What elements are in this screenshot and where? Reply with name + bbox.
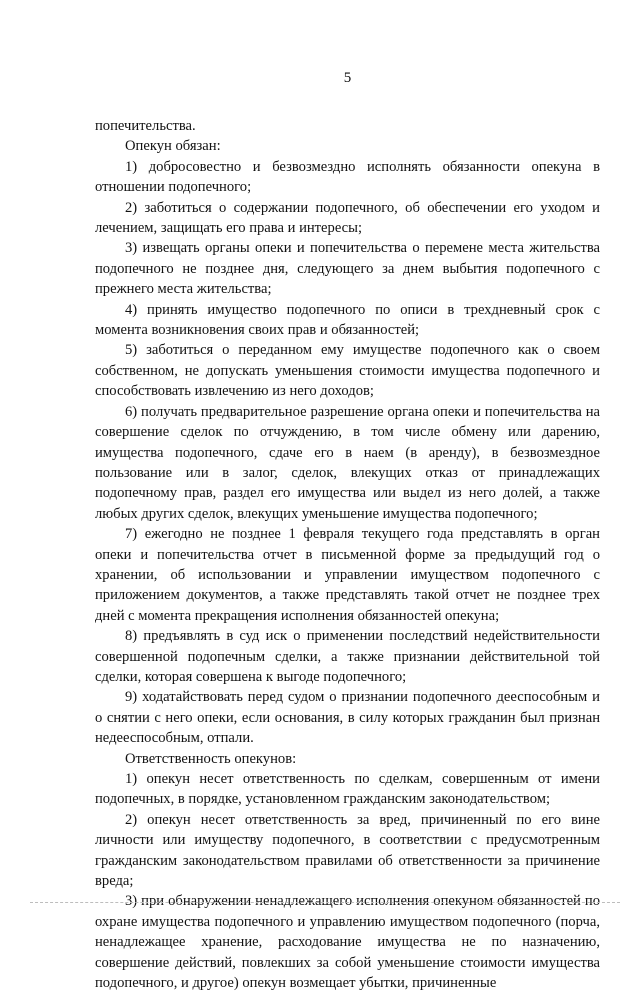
duty-item-3: 3) извещать органы опеки и попечительства о перемене места жительства подопечного не позднее дня, следующего за днем выбытия подопечного с прежнего места жительства;: [95, 240, 600, 298]
liability-item-3: 3) при обнаружении ненадлежащего исполнения опекуном обязанностей по охране имущества подопечного и управлению имуществом подопечного (порча, ненадлежащее хранение, расходование имущества не по назначению, совершение действий, повлекших за собой уменьшение стоимости имущества подопечного, и другое) опекун возмещает убытки, причиненные: [95, 893, 600, 992]
duty-item-8: 8) предъявлять в суд иск о применении последствий недействительности совершенной подопечным сделки, а также признании действительной той сделки, которая совершена к выгоде подопечного;: [95, 628, 600, 685]
duty-item-4: 4) принять имущество подопечного по описи в трехдневный срок с момента возникновения своих прав и обязанностей;: [95, 301, 600, 339]
liability-item-1: 1) опекун несет ответственность по сделкам, совершенным от имени подопечных, в порядке, установленном гражданским законодательством;: [95, 771, 600, 808]
document-body: [95, 116, 600, 993]
duty-item-9: 9) ходатайствовать перед судом о признании подопечного дееспособным и о снятии с него опеки, если основания, в силу которых гражданин был признан недееспособным, отпали.: [95, 689, 600, 747]
paragraph-liability-heading: Ответственность опекунов:: [125, 750, 297, 767]
duty-item-6: 6) получать предварительное разрешение органа опеки и попечительства на совершение сделок по отчуждению, в том числе обмену или дарению, имущества подопечного, сдаче его в наем (в аренду), в безвозмездное пользование или в залог, сделок, влекущих отказ от принадлежащих подопечному прав, раздел его имущества или выдел из него долей, а также любых других сделок, влекущих уменьшение имущества подопечного;: [95, 403, 600, 522]
page-number: 5: [343, 70, 352, 86]
duty-item-1: 1) добросовестно и безвозмездно исполнять обязанности опекуна в отношении подопечного;: [95, 158, 600, 196]
duty-item-5: 5) заботиться о переданном ему имуществе подопечного как о своем собственном, не допускать уменьшения стоимости имущества подопечного и способствовать извлечению из него доходов;: [95, 342, 600, 400]
liability-item-2: 2) опекун несет ответственность за вред, причиненный по его вине личности или имуществу подопечного, в соответствии с предусмотренным гражданским законодательством правилами об ответственности за причинение вреда;: [95, 811, 600, 890]
scan-edge-line: [30, 902, 620, 903]
duty-item-2: 2) заботиться о содержании подопечного, об обеспечении его уходом и лечением, защищать его права и интересы;: [95, 199, 600, 237]
paragraph-continuation: попечительства.: [95, 118, 196, 134]
duty-item-7: 7) ежегодно не позднее 1 февраля текущего года представлять в орган опеки и попечительства отчет в письменной форме за предыдущий год о хранении, об использовании и управлении имуществом подопечного с приложением документов, а также представлять такой отчет не позднее трех дней с момента прекращения исполнения обязанностей опекуна;: [95, 526, 600, 624]
paragraph-duties-heading: Опекун обязан:: [125, 138, 221, 155]
